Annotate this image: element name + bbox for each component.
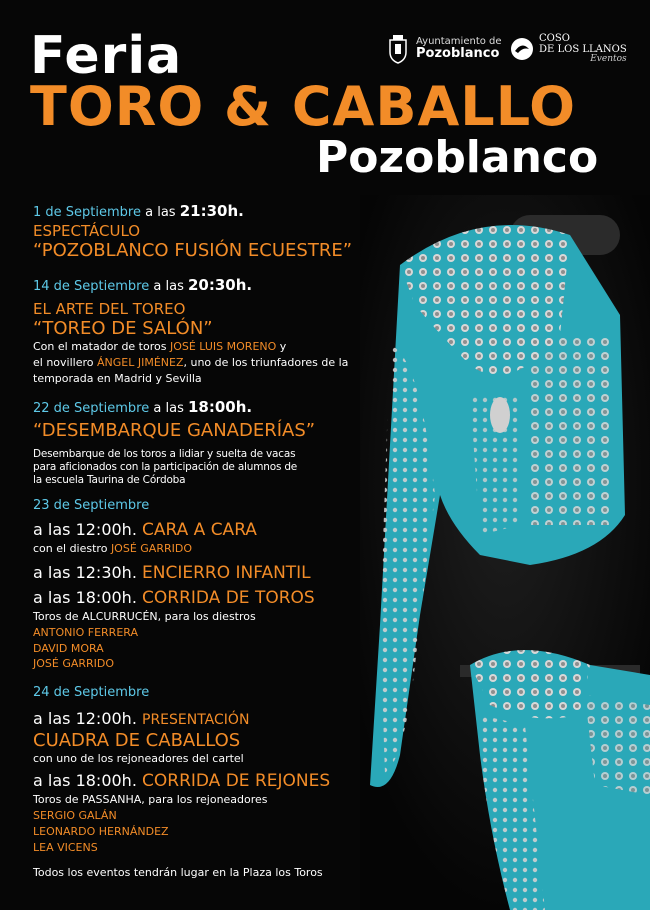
- event2-desc-line3: temporada en Madrid y Sevilla: [33, 372, 202, 385]
- coat-of-arms-icon: [386, 34, 410, 64]
- day23-s1-title: CARA A CARA: [142, 520, 257, 540]
- day24-s1-title-a: PRESENTACIÓN: [142, 712, 250, 728]
- day23-diestro-3: JOSÉ GARRIDO: [33, 657, 115, 670]
- logo-ayuntamiento-line1: Ayuntamiento de: [416, 36, 502, 48]
- event3-title: “DESEMBARQUE GANADERÍAS”: [33, 420, 316, 441]
- day23-s3-desc: Toros de ALCURRUCÉN, para los diestros: [33, 610, 256, 623]
- logo-coso-de-los-llanos: [510, 34, 627, 64]
- day23-session3: [33, 588, 315, 608]
- day24-session2: [33, 771, 330, 791]
- traje-de-luces-illustration: [360, 195, 650, 910]
- event2-desc1c: y: [276, 340, 287, 353]
- event3-time: 18:00h.: [187, 398, 253, 416]
- day23-s1-diestro: JOSÉ GARRIDO: [110, 542, 192, 555]
- day24-s2-time: a las 18:00h.: [33, 771, 137, 790]
- event1-category: ESPECTÁCULO: [33, 222, 141, 240]
- title-main: TORO & CABALLO: [30, 75, 577, 138]
- day23-session2: [33, 563, 311, 583]
- day23-diestro-2: DAVID MORA: [33, 642, 104, 655]
- day23-date-line: [33, 498, 149, 514]
- footer-note: Todos los eventos tendrán lugar en la Plaza los Toros: [33, 866, 323, 879]
- day24-rejoneador-2: LEONARDO HERNÁNDEZ: [33, 825, 169, 838]
- day24-date-line: [33, 685, 149, 701]
- day24-rejoneador-3: LEA VICENS: [33, 841, 98, 854]
- day23-s1-desc: [33, 542, 192, 555]
- day24-s1-title-b: CUADRA DE CABALLOS: [33, 730, 241, 751]
- day23-session1: [33, 520, 257, 540]
- title-city: Pozoblanco: [316, 132, 599, 183]
- event2-matador: JOSÉ LUIS MORENO: [169, 340, 277, 353]
- event2-desc2c: , uno de los triunfadores de la: [183, 356, 349, 369]
- event1-date: 1 de Septiembre: [33, 205, 141, 220]
- day24-session1: [33, 709, 249, 729]
- day24-rejoneador-1: SERGIO GALÁN: [33, 809, 117, 822]
- coso-emblem-icon: [510, 37, 534, 61]
- day23-s2-time: a las 12:30h.: [33, 563, 137, 582]
- event3-desc-line2: para aficionados con la participación de alumnos de: [33, 461, 298, 473]
- logo-coso-line3: Eventos: [590, 54, 627, 64]
- day23-diestro-1: ANTONIO FERRERA: [33, 626, 138, 639]
- event2-novillero: ÁNGEL JIMÉNEZ: [96, 356, 184, 369]
- event3-desc-line3: la escuela Taurina de Córdoba: [33, 474, 186, 486]
- event2-desc2a: el novillero: [33, 356, 97, 369]
- logo-ayuntamiento-line2: Pozoblanco: [416, 46, 500, 62]
- event2-title: “TOREO DE SALÓN”: [33, 318, 213, 339]
- logo-coso-line1: COSO: [539, 33, 570, 44]
- event3-date-line: [33, 398, 252, 417]
- day23-s3-time: a las 18:00h.: [33, 588, 137, 607]
- event3-desc-line1: Desembarque de los toros a lidiar y suelta de vacas: [33, 448, 296, 460]
- event2-category: EL ARTE DEL TOREO: [33, 300, 186, 318]
- event2-desc-line1: [33, 340, 286, 353]
- day23-date: 23 de Septiembre: [33, 498, 150, 513]
- event2-desc-line2: [33, 356, 348, 369]
- event1-time: 21:30h.: [179, 202, 244, 220]
- event3-date: 22 de Septiembre: [33, 401, 150, 416]
- event2-date: 14 de Septiembre: [33, 279, 150, 294]
- day24-s2-desc: Toros de PASSANHA, para los rejoneadores: [33, 793, 268, 806]
- day23-s1-time: a las 12:00h.: [33, 520, 137, 539]
- day24-s2-title: CORRIDA DE REJONES: [142, 771, 331, 791]
- event1-date-line: [33, 202, 244, 221]
- event2-sep: a las: [153, 279, 184, 294]
- event1-title: “POZOBLANCO FUSIÓN ECUESTRE”: [33, 240, 353, 261]
- day23-s3-title: CORRIDA DE TOROS: [142, 588, 315, 608]
- logo-ayuntamiento: [386, 34, 502, 64]
- event2-time: 20:30h.: [187, 276, 253, 294]
- day24-s1-desc: con uno de los rejoneadores del cartel: [33, 752, 244, 765]
- title-feria: Feria: [30, 26, 183, 86]
- day24-s1-time: a las 12:00h.: [33, 709, 137, 728]
- day23-s2-title: ENCIERRO INFANTIL: [142, 563, 311, 583]
- day24-date: 24 de Septiembre: [33, 685, 150, 700]
- logo-coso-line2: DE LOS LLANOS: [539, 43, 627, 55]
- day23-s1-desc-a: con el diestro: [33, 542, 111, 555]
- event3-sep: a las: [153, 401, 184, 416]
- event2-desc1a: Con el matador de toros: [33, 340, 170, 353]
- event2-date-line: [33, 276, 252, 295]
- event1-sep: a las: [145, 205, 176, 220]
